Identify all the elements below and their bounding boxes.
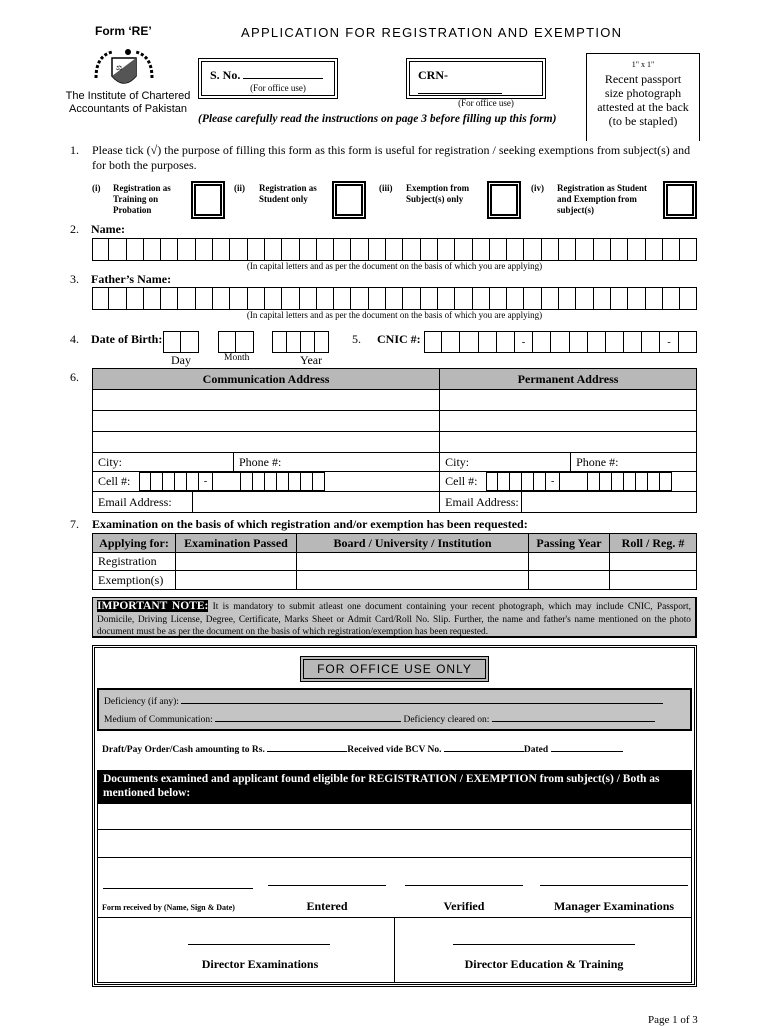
input-cell[interactable] bbox=[612, 472, 624, 491]
father-name-note: (In capital letters and as per the document on the basis of which you are applying) bbox=[246, 310, 543, 320]
input-cell[interactable] bbox=[534, 472, 546, 491]
input-cell[interactable] bbox=[642, 331, 660, 353]
col-header: Board / University / Institution bbox=[297, 534, 529, 553]
input-cell[interactable] bbox=[403, 238, 420, 261]
sno-field[interactable] bbox=[243, 78, 323, 79]
input-cell[interactable] bbox=[187, 472, 199, 491]
input-cell[interactable] bbox=[507, 238, 524, 261]
q3-number: 3. bbox=[70, 272, 79, 286]
input-cell[interactable] bbox=[559, 238, 576, 261]
comm-address-line[interactable] bbox=[93, 411, 440, 432]
email-label: Email Address: bbox=[93, 492, 193, 512]
sno-note: (For office use) bbox=[250, 83, 306, 93]
important-note bbox=[92, 597, 697, 638]
input-cell[interactable] bbox=[460, 331, 478, 353]
institute-name-line1: The Institute of Chartered bbox=[65, 90, 191, 102]
icap-logo bbox=[92, 48, 156, 92]
input-cell[interactable] bbox=[175, 472, 187, 491]
col-header: Examination Passed bbox=[176, 534, 297, 553]
perm-address-line[interactable] bbox=[440, 411, 697, 432]
photo-box[interactable] bbox=[586, 53, 700, 141]
input-cell[interactable] bbox=[369, 238, 386, 261]
year-label: Year bbox=[300, 353, 323, 367]
input-cell[interactable] bbox=[455, 287, 472, 310]
input-cell[interactable] bbox=[161, 287, 178, 310]
input-cell[interactable] bbox=[490, 287, 507, 310]
input-cell[interactable] bbox=[438, 238, 455, 261]
input-cell[interactable] bbox=[594, 287, 611, 310]
instructions-note: (Please carefully read the instructions on page 3 before filling up this form) bbox=[198, 113, 557, 125]
input-cell[interactable] bbox=[636, 472, 648, 491]
input-cell[interactable] bbox=[241, 472, 253, 491]
received-sign-line[interactable] bbox=[103, 888, 253, 889]
address-table bbox=[92, 368, 697, 513]
father-name-label: Father’s Name: bbox=[91, 272, 172, 286]
cnic-input-cells[interactable] bbox=[424, 331, 697, 353]
q7-title: Examination on the basis of which registration and/or exemption has been requested: bbox=[92, 517, 528, 531]
input-cell[interactable] bbox=[248, 238, 265, 261]
input-cell[interactable] bbox=[351, 287, 368, 310]
cell[interactable] bbox=[610, 571, 697, 590]
medium-field[interactable] bbox=[215, 721, 401, 722]
cell[interactable] bbox=[297, 553, 529, 571]
name-label: Name: bbox=[91, 222, 125, 236]
director-exam-sign-line[interactable] bbox=[188, 944, 330, 945]
cnic-dash[interactable]: - bbox=[515, 331, 533, 353]
cell[interactable] bbox=[529, 553, 610, 571]
input-cell[interactable] bbox=[522, 472, 534, 491]
option-label: Exemption from Subject(s) only bbox=[406, 183, 470, 204]
dob-label: Date of Birth: bbox=[91, 332, 163, 346]
father-name-input-cells[interactable] bbox=[92, 287, 697, 310]
input-cell[interactable] bbox=[611, 287, 628, 310]
input-cell[interactable] bbox=[144, 287, 161, 310]
input-cell[interactable] bbox=[421, 238, 438, 261]
input-cell[interactable] bbox=[213, 472, 241, 491]
amount-field[interactable] bbox=[267, 751, 347, 752]
input-cell[interactable] bbox=[510, 472, 522, 491]
option-number: (ii) bbox=[234, 183, 245, 193]
input-cell[interactable] bbox=[230, 238, 247, 261]
input-cell[interactable] bbox=[455, 238, 472, 261]
input-cell[interactable] bbox=[624, 472, 636, 491]
sno-label: S. No. bbox=[210, 68, 241, 82]
input-cell[interactable] bbox=[542, 238, 559, 261]
option-label: Registration as Student and Exemption from subject(s) bbox=[557, 183, 648, 215]
perm-cell[interactable] bbox=[440, 472, 697, 492]
col-header: Roll / Reg. # bbox=[610, 534, 697, 553]
q1-text: Please tick (√) the purpose of filling this form as this form is useful for registration / seeking exemptions from subject(s) and for both the purposes. bbox=[92, 143, 691, 172]
input-cell[interactable] bbox=[163, 472, 175, 491]
option-label: Registration as Student only bbox=[259, 183, 317, 204]
input-cell[interactable] bbox=[560, 472, 588, 491]
comm-cell[interactable] bbox=[93, 472, 440, 492]
input-cell[interactable] bbox=[594, 238, 611, 261]
institute-name-line2: Accountants of Pakistan bbox=[68, 103, 187, 115]
draft-row bbox=[102, 745, 623, 755]
input-cell[interactable] bbox=[178, 238, 195, 261]
input-cell[interactable] bbox=[369, 287, 386, 310]
input-cell[interactable] bbox=[282, 238, 299, 261]
director-education-label: Director Education & Training bbox=[464, 957, 624, 971]
input-cell[interactable] bbox=[403, 287, 420, 310]
input-cell[interactable] bbox=[92, 238, 109, 261]
verified-label: Verified bbox=[443, 899, 485, 913]
input-cell[interactable] bbox=[151, 472, 163, 491]
cleared-label: Deficiency cleared on: bbox=[403, 715, 490, 725]
perm-email[interactable] bbox=[440, 492, 697, 513]
month-label: Month bbox=[224, 353, 250, 363]
input-cell[interactable] bbox=[507, 287, 524, 310]
director-examinations-label: Director Examinations bbox=[201, 957, 319, 971]
input-cell[interactable] bbox=[438, 287, 455, 310]
input-cell[interactable] bbox=[660, 472, 672, 491]
input-cell[interactable] bbox=[442, 331, 460, 353]
entered-label: Entered bbox=[306, 899, 348, 913]
crn-box bbox=[406, 58, 546, 108]
table-row bbox=[93, 553, 697, 571]
input-cell[interactable] bbox=[486, 472, 498, 491]
input-cell[interactable] bbox=[253, 472, 265, 491]
dated-label: Dated bbox=[523, 745, 549, 755]
dated-field[interactable] bbox=[551, 751, 623, 752]
director-edu-sign-line[interactable] bbox=[453, 944, 635, 945]
photo-line: Recent passport bbox=[604, 72, 682, 86]
form-title: APPLICATION FOR REGISTRATION AND EXEMPTION bbox=[241, 25, 623, 40]
input-cell[interactable] bbox=[498, 472, 510, 491]
photo-line: size photograph bbox=[604, 86, 682, 100]
input-cell[interactable] bbox=[663, 287, 680, 310]
perm-city[interactable]: City: bbox=[440, 453, 571, 472]
eligible-row[interactable] bbox=[97, 804, 692, 830]
cnic-label: CNIC #: bbox=[377, 332, 421, 346]
received-by-label: Form received by (Name, Sign & Date) bbox=[102, 903, 235, 912]
option-checkbox-training[interactable] bbox=[191, 181, 225, 219]
svg-text:⚖: ⚖ bbox=[116, 64, 123, 72]
comm-phone[interactable]: Phone #: bbox=[234, 453, 440, 472]
option-checkbox-both[interactable] bbox=[663, 181, 697, 219]
cleared-field[interactable] bbox=[492, 721, 655, 722]
name-input-cells[interactable] bbox=[92, 238, 697, 261]
day-label: Day bbox=[171, 353, 191, 367]
input-cell[interactable] bbox=[196, 287, 213, 310]
option-checkbox-exemption[interactable] bbox=[487, 181, 521, 219]
perm-address-line[interactable] bbox=[440, 432, 697, 453]
input-cell[interactable] bbox=[127, 238, 144, 261]
input-cell[interactable] bbox=[680, 287, 697, 310]
verified-sign-line[interactable] bbox=[405, 885, 523, 886]
form-code: Form ‘RE’ bbox=[95, 24, 152, 38]
input-cell[interactable] bbox=[317, 287, 334, 310]
input-cell[interactable] bbox=[421, 287, 438, 310]
deficiency-label: Deficiency (if any): bbox=[104, 697, 179, 707]
input-cell[interactable] bbox=[551, 331, 569, 353]
option-checkbox-student[interactable] bbox=[332, 181, 366, 219]
input-cell[interactable] bbox=[606, 331, 624, 353]
photo-line: (to be stapled) bbox=[608, 114, 678, 128]
col-header: Applying for: bbox=[93, 534, 176, 553]
deficiency-field[interactable] bbox=[181, 703, 663, 704]
input-cell[interactable] bbox=[248, 287, 265, 310]
input-cell[interactable] bbox=[663, 238, 680, 261]
input-cell[interactable] bbox=[277, 472, 289, 491]
input-cell[interactable] bbox=[648, 472, 660, 491]
eligibility-banner: Documents examined and applicant found eligible for REGISTRATION / EXEMPTION from subject(s) / Both as mentioned below: bbox=[97, 770, 692, 804]
q2-number: 2. bbox=[70, 222, 79, 236]
option-number: (iv) bbox=[531, 183, 544, 193]
input-cell[interactable] bbox=[600, 472, 612, 491]
manager-sign-line[interactable] bbox=[540, 885, 688, 886]
input-cell[interactable] bbox=[265, 287, 282, 310]
crn-label: CRN- bbox=[418, 68, 448, 82]
manager-label: Manager Examinations bbox=[553, 899, 675, 913]
input-cell[interactable] bbox=[386, 287, 403, 310]
cell-dash[interactable]: - bbox=[199, 472, 213, 491]
divider bbox=[394, 918, 395, 983]
input-cell[interactable] bbox=[161, 238, 178, 261]
cell[interactable] bbox=[176, 553, 297, 571]
dob-day-cells[interactable] bbox=[163, 331, 199, 353]
input-cell[interactable] bbox=[576, 238, 593, 261]
row-label: Exemption(s) bbox=[93, 571, 176, 590]
cell[interactable] bbox=[529, 571, 610, 590]
crn-note: (For office use) bbox=[458, 98, 514, 108]
input-cell[interactable] bbox=[109, 238, 126, 261]
cell-label: Cell #: bbox=[98, 474, 131, 488]
option-number: (iii) bbox=[379, 183, 393, 193]
comm-email[interactable] bbox=[93, 492, 440, 513]
deficiency-box bbox=[97, 688, 692, 731]
input-cell[interactable] bbox=[646, 287, 663, 310]
input-cell[interactable] bbox=[570, 331, 588, 353]
q7-number: 7. bbox=[70, 517, 79, 531]
input-cell[interactable] bbox=[490, 238, 507, 261]
input-cell[interactable] bbox=[559, 287, 576, 310]
input-cell[interactable] bbox=[588, 472, 600, 491]
dob-year-cells[interactable] bbox=[272, 331, 329, 353]
input-cell[interactable] bbox=[317, 238, 334, 261]
examination-table bbox=[92, 533, 697, 590]
entered-sign-line[interactable] bbox=[268, 885, 386, 886]
draft-label: Draft/Pay Order/Cash amounting to Rs. bbox=[102, 745, 265, 755]
email-label: Email Address: bbox=[440, 492, 522, 512]
input-cell[interactable] bbox=[213, 238, 230, 261]
communication-address-header: Communication Address bbox=[93, 369, 440, 390]
input-cell[interactable] bbox=[680, 238, 697, 261]
input-cell[interactable] bbox=[139, 472, 151, 491]
comm-address-line[interactable] bbox=[93, 432, 440, 453]
input-cell[interactable] bbox=[542, 287, 559, 310]
cell[interactable] bbox=[176, 571, 297, 590]
crn-field[interactable] bbox=[418, 93, 502, 94]
input-cell[interactable] bbox=[300, 238, 317, 261]
important-note-text: It is mandatory to submit atleast one document containing your recent photograph, which may include CNIC, Passport, Domicile, Driving License, Degree, Certificate, Marks Sheet or Admit Card/Roll No. Slip. Further, the name and father's name mentioned on the photo document must be as per the document on the basis of which registration/exemption has been requested. bbox=[97, 602, 691, 637]
bcv-field[interactable] bbox=[444, 751, 524, 752]
input-cell[interactable] bbox=[533, 331, 551, 353]
cell-label: Cell #: bbox=[445, 474, 478, 488]
name-note: (In capital letters and as per the document on the basis of which you are applying) bbox=[246, 261, 543, 271]
photo-size: 1" x 1" bbox=[631, 60, 655, 69]
q5-number: 5. bbox=[352, 332, 361, 346]
input-cell[interactable] bbox=[109, 287, 126, 310]
input-cell[interactable] bbox=[497, 331, 515, 353]
input-cell[interactable] bbox=[196, 238, 213, 261]
serial-number-box bbox=[198, 58, 338, 99]
comm-address-line[interactable] bbox=[93, 390, 440, 411]
input-cell[interactable] bbox=[611, 238, 628, 261]
input-cell[interactable] bbox=[334, 238, 351, 261]
page-number: Page 1 of 3 bbox=[648, 1014, 698, 1026]
bcv-label: Received vide BCV No. bbox=[347, 745, 442, 755]
input-cell[interactable] bbox=[313, 472, 325, 491]
office-use-title: FOR OFFICE USE ONLY bbox=[300, 656, 489, 682]
input-cell[interactable] bbox=[265, 238, 282, 261]
row-label: Registration bbox=[93, 553, 176, 571]
medium-label: Medium of Communication: bbox=[104, 715, 213, 725]
eligible-row[interactable] bbox=[97, 830, 692, 858]
cell[interactable] bbox=[297, 571, 529, 590]
q1-number: 1. bbox=[70, 143, 79, 157]
input-cell[interactable] bbox=[301, 472, 313, 491]
option-number: (i) bbox=[92, 183, 101, 193]
input-cell[interactable] bbox=[265, 472, 277, 491]
input-cell[interactable] bbox=[351, 238, 368, 261]
input-cell[interactable] bbox=[588, 331, 606, 353]
input-cell[interactable] bbox=[479, 331, 497, 353]
input-cell[interactable] bbox=[646, 238, 663, 261]
photo-line: attested at the back bbox=[597, 100, 689, 114]
input-cell[interactable] bbox=[624, 331, 642, 353]
table-row bbox=[93, 571, 697, 590]
dob-month-cells[interactable] bbox=[218, 331, 254, 353]
input-cell[interactable] bbox=[628, 287, 645, 310]
input-cell[interactable] bbox=[473, 238, 490, 261]
input-cell[interactable] bbox=[386, 238, 403, 261]
cnic-dash[interactable]: - bbox=[660, 331, 678, 353]
input-cell[interactable] bbox=[300, 287, 317, 310]
input-cell[interactable] bbox=[144, 238, 161, 261]
option-label: Registration as Training on Probation bbox=[113, 183, 171, 215]
input-cell[interactable] bbox=[334, 287, 351, 310]
input-cell[interactable] bbox=[473, 287, 490, 310]
input-cell[interactable] bbox=[524, 238, 541, 261]
input-cell[interactable] bbox=[628, 238, 645, 261]
input-cell[interactable] bbox=[679, 331, 697, 353]
permanent-address-header: Permanent Address bbox=[440, 369, 697, 390]
comm-city[interactable]: City: bbox=[93, 453, 234, 472]
input-cell[interactable] bbox=[524, 287, 541, 310]
important-note-label: IMPORTANT NOTE: bbox=[97, 600, 209, 612]
input-cell[interactable] bbox=[282, 287, 299, 310]
input-cell[interactable] bbox=[289, 472, 301, 491]
col-header: Passing Year bbox=[529, 534, 610, 553]
cell-dash[interactable]: - bbox=[546, 472, 560, 491]
input-cell[interactable] bbox=[127, 287, 144, 310]
input-cell[interactable] bbox=[230, 287, 247, 310]
perm-address-line[interactable] bbox=[440, 390, 697, 411]
input-cell[interactable] bbox=[576, 287, 593, 310]
input-cell[interactable] bbox=[178, 287, 195, 310]
input-cell[interactable] bbox=[424, 331, 442, 353]
q6-number: 6. bbox=[70, 370, 79, 384]
cell[interactable] bbox=[610, 553, 697, 571]
q4-number: 4. bbox=[70, 332, 79, 346]
input-cell[interactable] bbox=[213, 287, 230, 310]
input-cell[interactable] bbox=[92, 287, 109, 310]
perm-phone[interactable]: Phone #: bbox=[571, 453, 697, 472]
